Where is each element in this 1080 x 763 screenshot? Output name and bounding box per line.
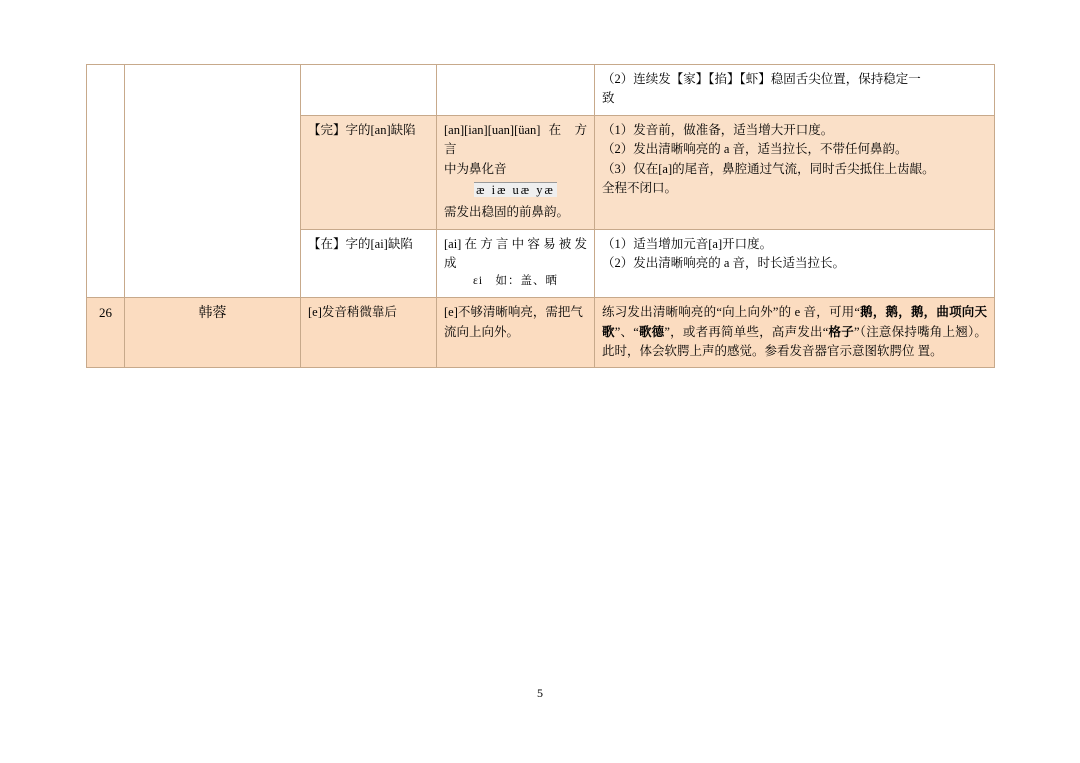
description-cell bbox=[437, 115, 595, 229]
training-line: （2）发出清晰响亮的 a 音，时长适当拉长。 bbox=[602, 256, 846, 270]
description-line: [ai] 在 方 言 中 容 易 被 发 成 bbox=[444, 236, 587, 270]
training-line: （2）发出清晰响亮的 a 音，适当拉长，不带任何鼻韵。 bbox=[602, 142, 908, 157]
training-line: 致 bbox=[602, 91, 615, 106]
training-line: （1）适当增加元音[a]开口度。 bbox=[602, 236, 773, 251]
training-cell bbox=[595, 115, 995, 229]
training-line: 此时，体会软腭上声的感觉。参看发音器官示意图软腭位 bbox=[602, 343, 915, 358]
training-line: 全程不闭口。 bbox=[602, 180, 678, 195]
description-cell bbox=[437, 229, 595, 298]
training-rich-text: 练习发出清晰响亮的“向上向外”的 e 音，可用“鹅，鹅，鹅，曲项向天歌”、“歌德”，或者再简单些，高声发出“格子”（注意保持嘴角上翘）。 bbox=[602, 305, 987, 339]
defect-cell-empty bbox=[301, 65, 437, 116]
student-name-cell-empty bbox=[125, 65, 301, 298]
row-number-cell: 26 bbox=[87, 298, 125, 368]
training-line: （3）仅在[a]的尾音，鼻腔通过气流，同时舌尖抵住上齿龈。 bbox=[602, 161, 935, 176]
description-line: [e]不够清晰响亮，需把气 bbox=[444, 305, 583, 320]
description-line: 需发出稳固的前鼻韵。 bbox=[444, 205, 570, 220]
defect-cell: 【在】字的[ai]缺陷 bbox=[301, 229, 437, 298]
description-line: 中为鼻化音 bbox=[444, 161, 507, 176]
description-line: [an][ian][uan][üan] 在 方 言 bbox=[444, 122, 587, 157]
defect-cell: [e]发音稍微靠后 bbox=[301, 298, 437, 368]
defect-cell: 【完】字的[an]缺陷 bbox=[301, 115, 437, 229]
page-number: 5 bbox=[537, 686, 543, 700]
training-cell bbox=[595, 298, 995, 368]
table-row bbox=[87, 65, 995, 116]
pronunciation-defect-table bbox=[86, 64, 995, 368]
phonetic-sample: ɛi 如：盖、晒 bbox=[472, 275, 559, 288]
description-line: 流向上向外。 bbox=[444, 324, 520, 339]
training-line: 置。 bbox=[917, 343, 943, 358]
phonetic-sample: æ iæ uæ yæ bbox=[476, 182, 555, 197]
row-number-cell-empty bbox=[87, 65, 125, 298]
training-line: （2）连续发【家】【掐】【虾】稳固舌尖位置，保持稳定一 bbox=[602, 72, 921, 86]
student-name-cell: 韩蓉 bbox=[125, 298, 301, 368]
description-cell-empty bbox=[437, 65, 595, 116]
description-cell bbox=[437, 298, 595, 368]
table-row bbox=[87, 298, 995, 368]
training-cell bbox=[595, 229, 995, 298]
training-line: （1）发音前，做准备，适当增大开口度。 bbox=[602, 122, 834, 137]
training-cell bbox=[595, 65, 995, 116]
